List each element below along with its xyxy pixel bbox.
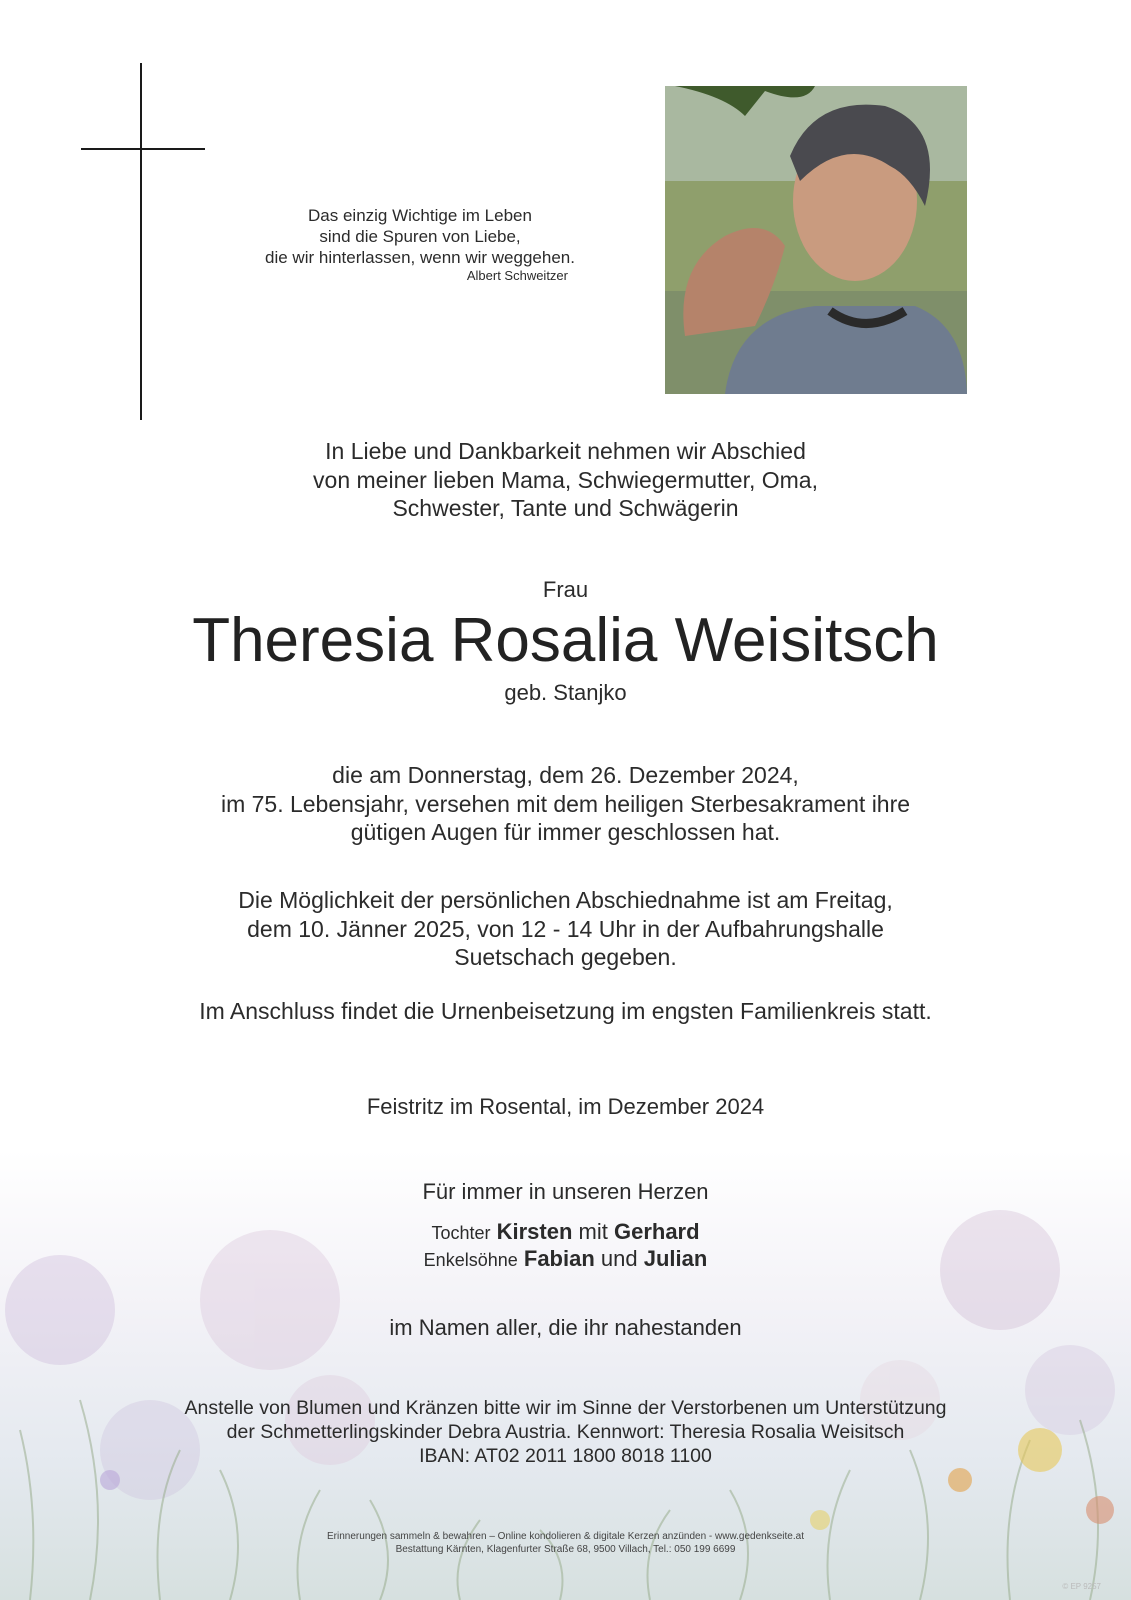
death-line: gütigen Augen für immer geschlossen hat. (350, 819, 781, 845)
donation-line: der Schmetterlingskinder Debra Austria. Kennwort: Theresia Rosalia Weisitsch (226, 1421, 905, 1443)
mourner-line-grandsons (0, 1245, 1131, 1274)
donation-line: Anstelle von Blumen und Kränzen bitte wir im Sinne der Verstorbenen um Unterstützung (184, 1397, 947, 1419)
viewing-notice (0, 886, 1131, 972)
mourner-joiner: und (600, 1246, 638, 1271)
on-behalf-line: im Namen aller, die ihr nahestanden (389, 1315, 742, 1340)
intro-line: von meiner lieben Mama, Schwiegermutter, Oma, (313, 466, 818, 493)
mourner-line-daughter (0, 1218, 1131, 1247)
quote-block (230, 205, 610, 284)
death-line: die am Donnerstag, dem 26. Dezember 2024, (332, 762, 799, 788)
place-date: Feistritz im Rosental, im Dezember 2024 (366, 1094, 765, 1119)
death-line: im 75. Lebensjahr, versehen mit dem heiligen Sterbesakrament ihre (220, 790, 911, 817)
viewing-line: dem 10. Jänner 2025, von 12 - 14 Uhr in der Aufbahrungshalle (247, 915, 884, 942)
mourner-name: Fabian (523, 1246, 595, 1271)
intro-line: In Liebe und Dankbarkeit nehmen wir Abschied (325, 438, 806, 464)
quote-author: Albert Schweitzer (466, 268, 568, 283)
mourner-role: Enkelsöhne (423, 1250, 518, 1270)
deceased-name: Theresia Rosalia Weisitsch (192, 606, 939, 675)
mourner-name: Gerhard (613, 1219, 700, 1244)
cross-horizontal-bar (81, 148, 205, 150)
quote-line: sind die Spuren von Liebe, (319, 227, 521, 246)
cross-vertical-bar (140, 63, 142, 420)
document-code: © EP 9257 (1062, 1582, 1101, 1591)
footer-line: Erinnerungen sammeln & bewahren – Online kondolieren & digitale Kerzen anzünden - www.gedenkseite.at (327, 1531, 804, 1542)
farewell-intro (0, 437, 1131, 523)
burial-notice: Im Anschluss findet die Urnenbeisetzung im engsten Familienkreis statt. (199, 998, 932, 1024)
intro-line: Schwester, Tante und Schwägerin (392, 495, 739, 521)
maiden-name: geb. Stanjko (504, 680, 627, 705)
viewing-line: Die Möglichkeit der persönlichen Abschiednahme ist am Freitag, (238, 887, 893, 913)
death-notice (0, 761, 1131, 847)
footer-imprint (0, 1530, 1131, 1556)
donation-request (0, 1396, 1131, 1468)
donation-iban: IBAN: AT02 2011 1800 8018 1100 (419, 1445, 712, 1467)
mourner-name: Kirsten (496, 1219, 573, 1244)
mourners-heading: Für immer in unseren Herzen (422, 1179, 709, 1204)
mourner-role: Tochter (431, 1223, 491, 1243)
quote-line: Das einzig Wichtige im Leben (308, 206, 532, 225)
quote-line: die wir hinterlassen, wenn wir weggehen. (265, 248, 575, 267)
portrait-photo (665, 86, 967, 394)
footer-line: Bestattung Kärnten, Klagenfurter Straße 68, 9500 Villach, Tel.: 050 199 6699 (395, 1544, 736, 1555)
salutation: Frau (542, 577, 589, 602)
mourner-name: Julian (643, 1246, 708, 1271)
viewing-line: Suetschach gegeben. (454, 944, 677, 970)
mourner-joiner: mit (578, 1219, 608, 1244)
